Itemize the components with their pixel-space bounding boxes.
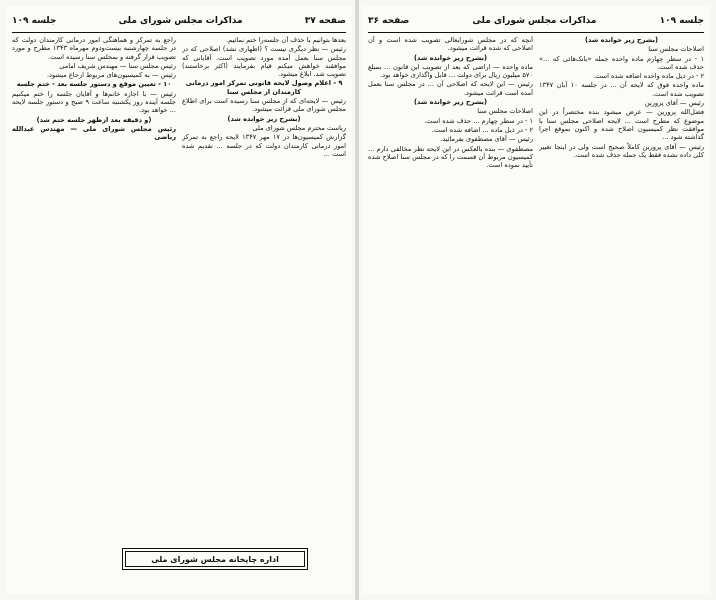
paragraph: مصطفوی — بنده بالعکس در این لایحه نظر مخالفی دارم ... کمیسیون مربوط آن قسمت را که در مجلس سنا اصلاح شده تأیید نموده است. [368,144,533,170]
left-page-header [6,12,352,30]
paragraph: رئیس — آقای پرورین کاملاً صحیح است ولی در اینجا تغییر کلی داده نشده فقط یک جمله حذف شده است. [539,142,704,159]
text-column [12,36,176,588]
paragraph: ۱۰ - تعیین موقع و دستور جلسه بعد - ختم جلسه [16,80,172,89]
page-number: صفحه ۳۶ [368,16,410,26]
paragraph: رئیس — آقای پرورین [644,99,704,108]
paragraph: ۲ - در ذیل ماده ... اضافه شده است. [431,125,533,134]
page-title: مذاکرات مجلس شورای ملی [472,16,597,26]
paragraph: (بشرح زیر خوانده شد) [227,114,301,123]
paragraph: رئیس — به کمیسیون‌های مربوط ارجاع میشود. [46,71,176,80]
paragraph: بعدها بتوانیم با حذف آن جلسه‌را ختم نمائیم. [226,36,346,44]
paragraph: (بشرح زیر خوانده شد) [414,98,487,107]
paragraph: رئیس — لایحه‌ای که از مجلس سنا رسیده است برای اطلاع مجلس شورای ملی قرائت میشود. [182,97,346,114]
session-number: جلسه ۱۰۹ [12,16,57,26]
text-column [368,36,533,588]
paragraph: ماده واحده فوق که لایحه آن ... در جلسه ۱۰ آبان ۱۳۴۷ تصویب شده است. [539,81,704,98]
paragraph: (بشرح زیر خوانده شد) [585,36,658,44]
paragraph: رئیس — نظر دیگری نیست ؟ (اظهاری نشد) اصلاحی که در مجلس سنا بعمل آمده مورد تصویب است. آقایانی که موافقند خواهش میکنم قیام بفرمایند (اکثر برخاستند) تصویب شد. ابلاغ میشود. [182,45,346,79]
session-number: جلسه ۱۰۹ [659,16,704,26]
paragraph: اصلاحات مجلس سنا [477,107,533,116]
left-page [6,6,352,594]
paragraph: ۲ - در ذیل ماده واحده اضافه شده است. [592,72,704,81]
paragraph: (بشرح زیر خوانده شد) [414,53,487,62]
paragraph: ۹ - اعلام وصول لایحه قانونی تمرکز امور درمانی کارمندان از مجلس سنا [185,79,343,96]
header-rule [12,32,346,33]
page-gutter [355,0,359,600]
page-number: صفحه ۳۷ [304,16,346,26]
paragraph: راجع به تمرکز و هماهنگی امور درمانی کارمندان دولت که در جلسه چهارشنبه بیست‌ودوم مهرماه ۱۳۴۳ مطرح و مورد تصویب قرار گرفته و بمجلس سنا رسیده است. [12,36,176,61]
header-rule [368,32,704,33]
paragraph: ریاست محترم مجلس شورای ملی [252,123,346,132]
text-column [539,36,704,588]
paragraph: رئیس — با اجازه خانم‌ها و آقایان جلسه را ختم میکنیم جلسه آینده روز یکشنبه ساعت ۹ صبح و دستور جلسه لایحه ... خواهد بود. [12,89,176,115]
paragraph: فضل‌الله پرورین — عرض میشود بنده مختصراً در این موضوع که مطرح است ... لایحه اصلاحی مجلس سنا با موافقت نظر کمیسیون اصلاح شده و اکنون بموقع اجرا گذاشته شود ... [539,108,704,142]
paragraph: آنچه که در مجلس شورایعالی تصویب شده است و آن اصلاحی که شده قرائت میشود. [368,36,533,53]
printing-house-stamp: اداره چاپخانه مجلس شورای ملی [122,548,308,570]
paragraph: رئیس — این لایحه که اصلاحی آن ... در مجلس سنا بعمل آمده است قرائت میشود. [368,80,533,97]
right-page [362,6,710,594]
paragraph: رئیس مجلس شورای ملی — مهندس عبدالله ریاضی [12,124,176,142]
paragraph: ۱ - در سطر چهارم ماده واحده جمله «بانک‌هائی که ...» حذف شده است. [539,54,704,71]
paragraph: ماده واحده — اراضی که بعد از تصویب این قانون ... بمبلغ ۵۷۰ میلیون ریال برای دولت ... قابل واگذاری خواهد بود. [368,62,533,80]
paragraph: گزارش کمیسیون‌ها در ۱۷ مهر ۱۳۴۷ لایحه راجع به تمرکز امور درمانی کارمندان دولت که در جلسه ... تقدیم شده است ... [182,133,346,158]
text-column [182,36,346,588]
paragraph: رئیس — آقای مصطفوی بفرمائید. [440,135,533,144]
right-page-header [362,12,710,30]
page-title: مذاکرات مجلس شورای ملی [118,16,243,26]
paragraph: اصلاحات مجلس سنا [648,45,704,54]
paragraph: رئیس مجلس سنا — مهندس شریف امامی [59,61,176,70]
paragraph: (و دقیقه بعد ازظهر جلسه ختم شد) [36,115,152,124]
paragraph: ۱ - در سطر چهارم ... حذف شده است. [424,116,533,125]
